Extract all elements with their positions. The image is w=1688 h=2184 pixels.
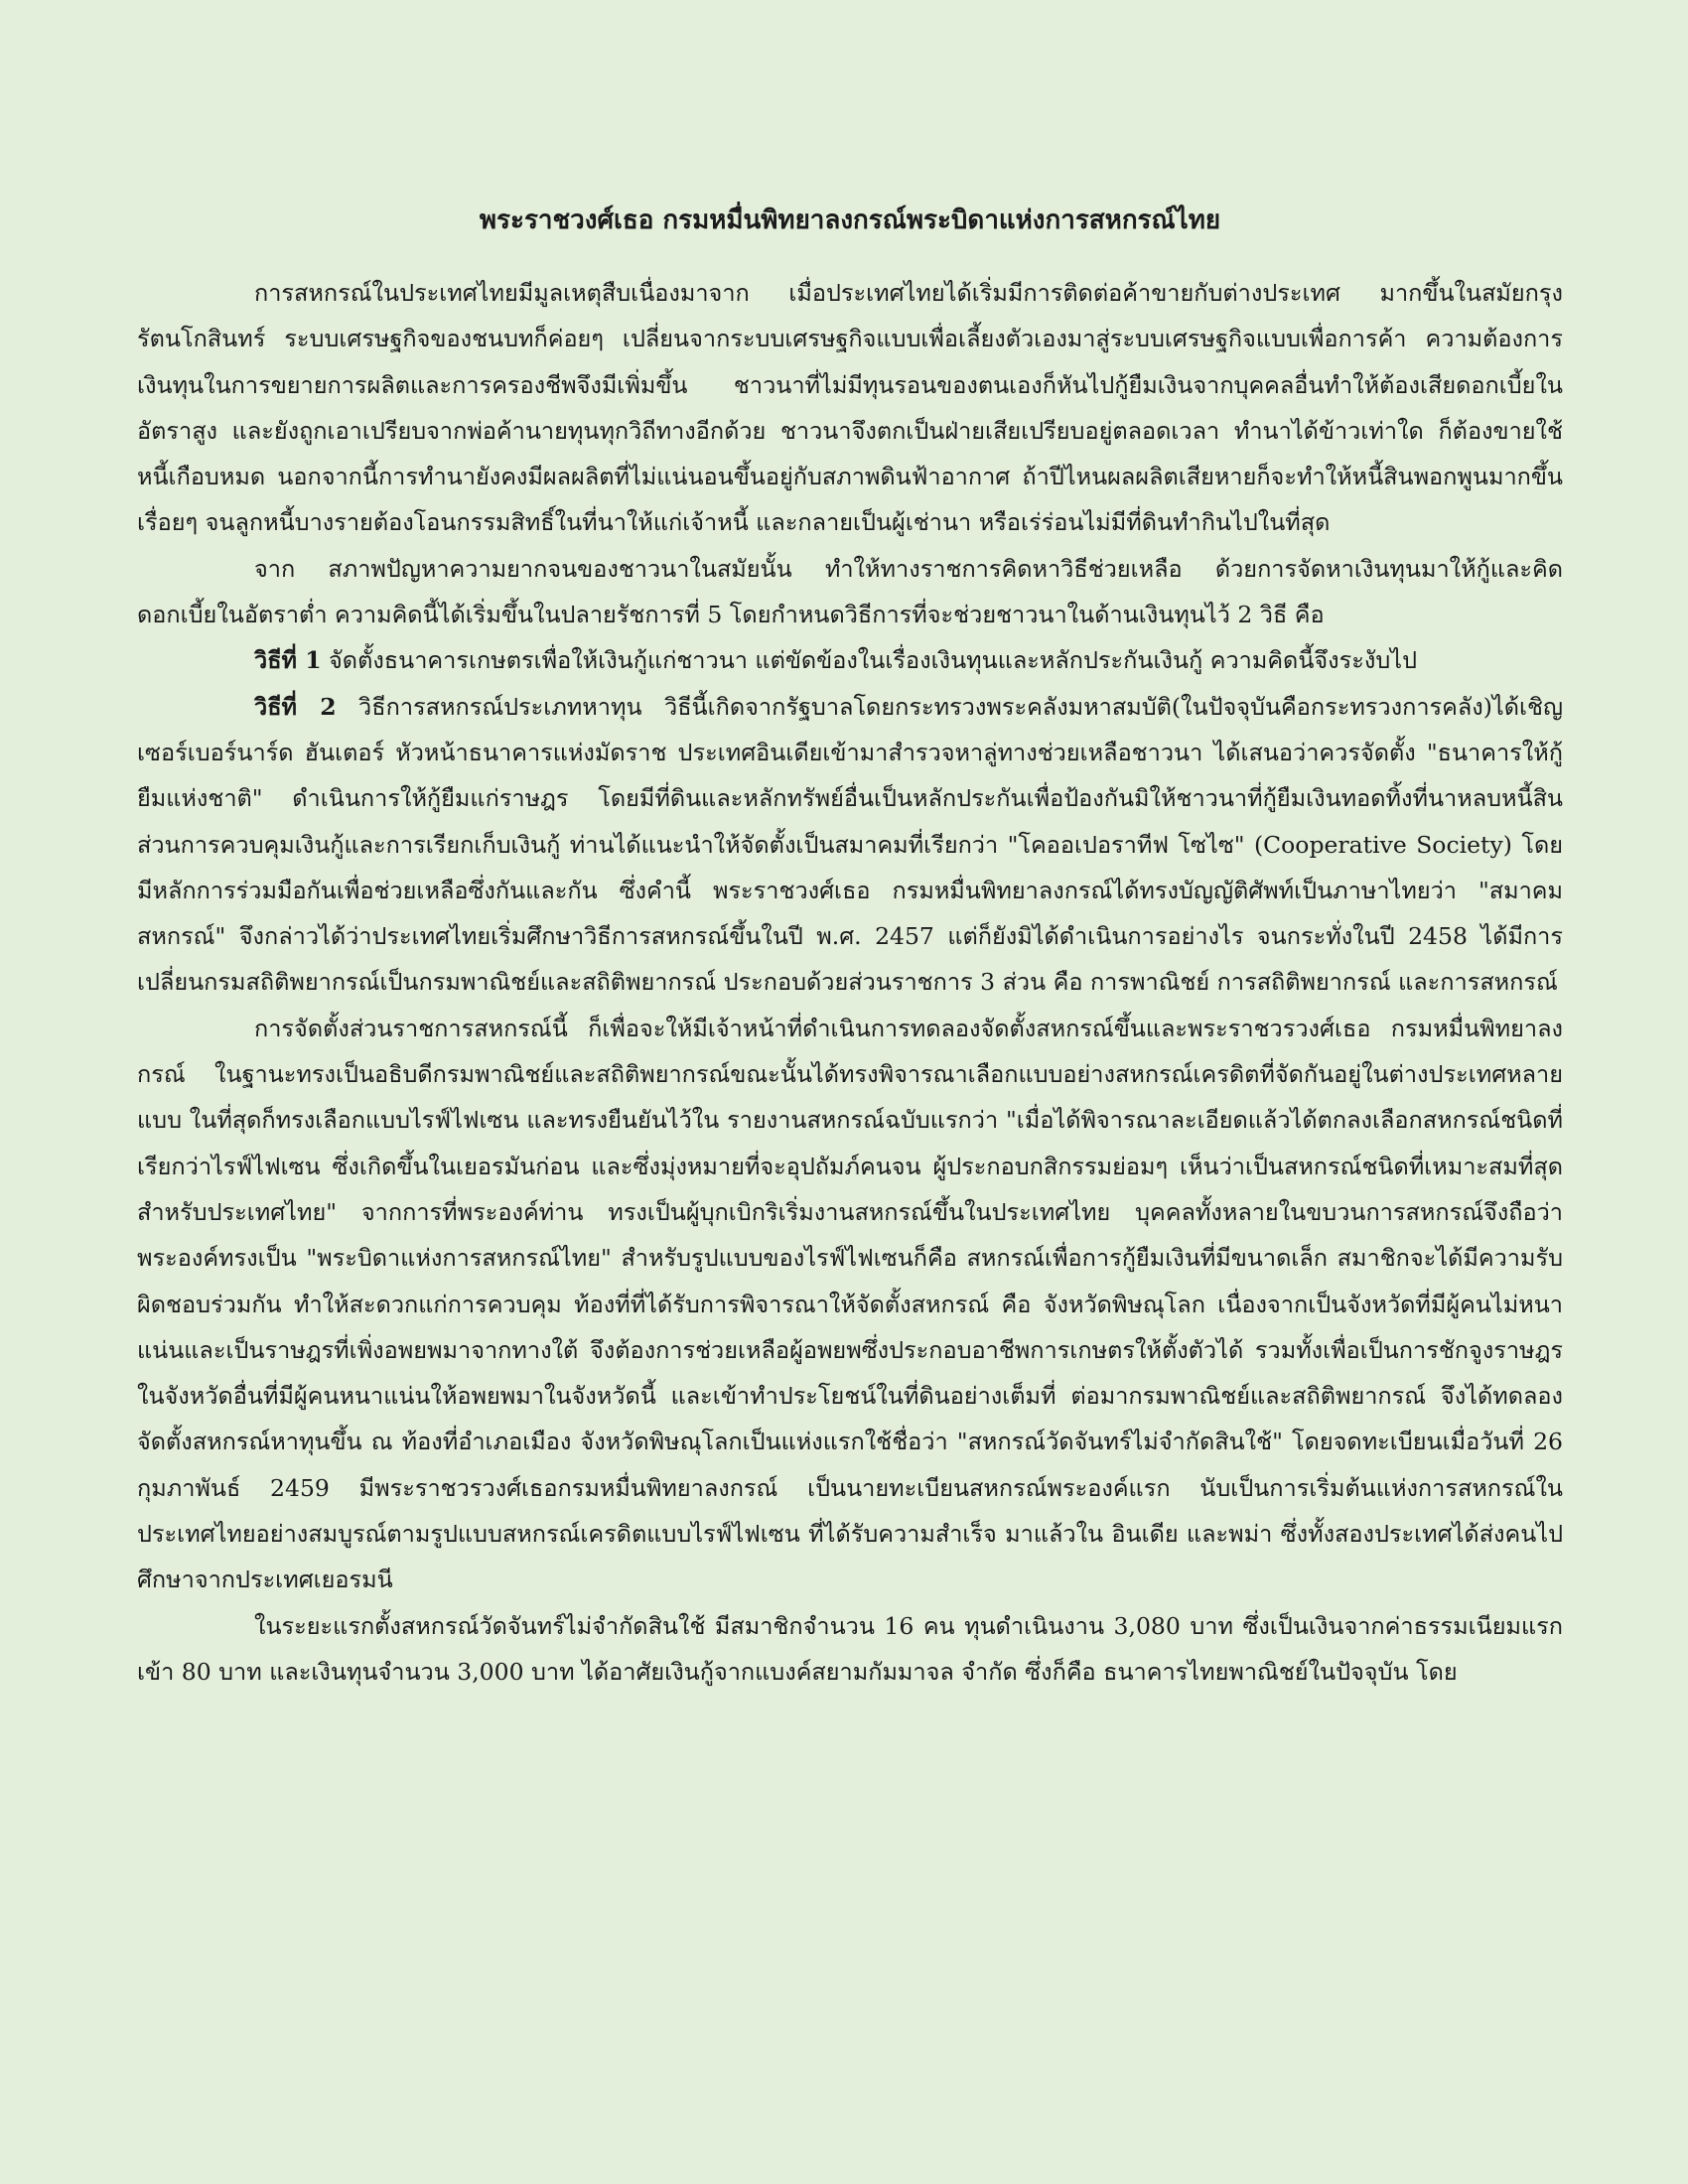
paragraph-origin (137, 270, 1563, 546)
document-page (137, 199, 1563, 2144)
method-1-label: วิธีที่ 1 (254, 646, 322, 675)
method-2-label: วิธีที่ 2 (254, 692, 337, 721)
paragraph-text: ในระยะแรกตั้งสหกรณ์วัดจันทร์ไม่จำกัดสินใช้ มีสมาชิกจำนวน 16 คน ทุนดำเนินงาน 3,080 บาท ซึ่งเป็นเงินจากค่าธรรมเนียมแรกเข้า 80 บาท และเงินทุนจำนวน 3,000 บาท ได้อาศัยเงินกู้จากแบงค์สยามกัมมาจล จำกัด ซึ่งก็คือ ธนาคารไทยพาณิชย์ในปัจจุบัน โดย (137, 1611, 1563, 1686)
paragraph-text: วิธีการสหกรณ์ประเภทหาทุน วิธีนี้เกิดจากรัฐบาลโดยกระทรวงพระคลังมหาสมบัติ(ในปัจจุบันคือกระทรวงการคลัง)ได้เชิญเซอร์เบอร์นาร์ด ฮันเตอร์ หัวหน้าธนาคารแห่งมัดราช ประเทศอินเดียเข้ามาสำรวจหาลู่ทางช่วยเหลือชาวนา ได้เสนอว่าควรจัดตั้ง "ธนาคารให้กู้ยืมแห่งชาติ" ดำเนินการให้กู้ยืมแก่ราษฎร โดยมีที่ดินและหลักทรัพย์อื่นเป็นหลักประกันเพื่อป้องกันมิให้ชาวนาที่กู้ยืมเงินทอดทิ้งที่นาหลบหนี้สิน ส่วนการควบคุมเงินกู้และการเรียกเก็บเงินกู้ ท่านได้แนะนำให้จัดตั้งเป็นสมาคมที่เรียกว่า "โคออเปอราทีฟ โซไซ" (Cooperative Society) โดยมีหลักการร่วมมือกันเพื่อช่วยเหลือซึ่งกันและกัน ซึ่งคำนี้ พระราชวงศ์เธอ กรมหมื่นพิทยาลงกรณ์ได้ทรงบัญญัติศัพท์เป็นภาษาไทยว่า "สมาคมสหกรณ์" จึงกล่าวได้ว่าประเทศไทยเริ่มศึกษาวิธีการสหกรณ์ขึ้นในปี พ.ศ. 2457 แต่ก็ยังมิได้ดำเนินการอย่างไร จนกระทั่งในปี 2458 ได้มีการเปลี่ยนกรมสถิติพยากรณ์เป็นกรมพาณิชย์และสถิติพยากรณ์ ประกอบด้วยส่วนราชการ 3 ส่วน คือ การพาณิชย์ การสถิติพยากรณ์ และการสหกรณ์ (137, 692, 1563, 997)
paragraph-problem (137, 546, 1563, 638)
paragraph-text: จาก สภาพปัญหาความยากจนของชาวนาในสมัยนั้น ทำให้ทางราชการคิดหาวิธีช่วยเหลือ ด้วยการจัดหาเงินทุนมาให้กู้และคิดดอกเบี้ยในอัตราต่ำ ความคิดนี้ได้เริ่มขึ้นในปลายรัชการที่ 5 โดยกำหนดวิธีการที่จะช่วยชาวนาในด้านเงินทุนไว้ 2 วิธี คือ (137, 554, 1563, 629)
paragraph-text: จัดตั้งธนาคารเกษตรเพื่อให้เงินกู้แก่ชาวนา แต่ขัดข้องในเรื่องเงินทุนและหลักประกันเงินกู้ ความคิดนี้จึงระงับไป (321, 646, 1417, 675)
paragraph-text: การจัดตั้งส่วนราชการสหกรณ์นี้ ก็เพื่อจะให้มีเจ้าหน้าที่ดำเนินการทดลองจัดตั้งสหกรณ์ขึ้นและพระราชวรวงศ์เธอ กรมหมื่นพิทยาลงกรณ์ ในฐานะทรงเป็นอธิบดีกรมพาณิชย์และสถิติพยากรณ์ขณะนั้นได้ทรงพิจารณาเลือกแบบอย่างสหกรณ์เครดิตที่จัดกันอยู่ในต่างประเทศหลายแบบ ในที่สุดก็ทรงเลือกแบบไรฟ์ไฟเซน และทรงยืนยันไว้ใน รายงานสหกรณ์ฉบับแรกว่า "เมื่อได้พิจารณาละเอียดแล้วได้ตกลงเลือกสหกรณ์ชนิดที่เรียกว่าไรฟ์ไฟเซน ซึ่งเกิดขึ้นในเยอรมันก่อน และซึ่งมุ่งหมายที่จะอุปถัมภ์คนจน ผู้ประกอบกสิกรรมย่อมๆ เห็นว่าเป็นสหกรณ์ชนิดที่เหมาะสมที่สุดสำหรับประเทศไทย" จากการที่พระองค์ท่าน ทรงเป็นผู้บุกเบิกริเริ่มงานสหกรณ์ขึ้นในประเทศไทย บุคคลทั้งหลายในขบวนการสหกรณ์จึงถือว่าพระองค์ทรงเป็น "พระบิดาแห่งการสหกรณ์ไทย" สำหรับรูปแบบของไรฟ์ไฟเซนก็คือ สหกรณ์เพื่อการกู้ยืมเงินที่มีขนาดเล็ก สมาชิกจะได้มีความรับผิดชอบร่วมกัน ทำให้สะดวกแก่การควบคุม ท้องที่ที่ได้รับการพิจารณาให้จัดตั้งสหกรณ์ คือ จังหวัดพิษณุโลก เนื่องจากเป็นจังหวัดที่มีผู้คนไม่หนาแน่นและเป็นราษฎรที่เพิ่งอพยพมาจากทางใต้ จึงต้องการช่วยเหลือผู้อพยพซึ่งประกอบอาชีพการเกษตรให้ตั้งตัวได้ รวมทั้งเพื่อเป็นการชักจูงราษฎรในจังหวัดอื่นที่มีผู้คนหนาแน่นให้อพยพมาในจังหวัดนี้ และเข้าทำประโยชน์ในที่ดินอย่างเต็มที่ ต่อมากรมพาณิชย์และสถิติพยากรณ์ จึงได้ทดลองจัดตั้งสหกรณ์หาทุนขึ้น ณ ท้องที่อำเภอเมือง จังหวัดพิษณุโลกเป็นแห่งแรกใช้ชื่อว่า "สหกรณ์วัดจันทร์ไม่จำกัดสินใช้" โดยจดทะเบียนเมื่อวันที่ 26 กุมภาพันธ์ 2459 มีพระราชวรวงศ์เธอกรมหมื่นพิทยาลงกรณ์ เป็นนายทะเบียนสหกรณ์พระองค์แรก นับเป็นการเริ่มต้นแห่งการสหกรณ์ในประเทศไทยอย่างสมบูรณ์ตามรูปแบบสหกรณ์เครดิตแบบไรฟ์ไฟเซน ที่ได้รับความสำเร็จ มาแล้วใน อินเดีย และพม่า ซึ่งทั้งสองประเทศได้ส่งคนไปศึกษาจากประเทศเยอรมนี (137, 1014, 1563, 1594)
paragraph-method-1 (137, 637, 1563, 683)
paragraph-text: การสหกรณ์ในประเทศไทยมีมูลเหตุสืบเนื่องมาจาก เมื่อประเทศไทยได้เริ่มมีการติดต่อค้าขายกับต่างประเทศ มากขึ้นในสมัยกรุงรัตนโกสินทร์ ระบบเศรษฐกิจของชนบทก็ค่อยๆ เปลี่ยนจากระบบเศรษฐกิจแบบเพื่อเลี้ยงตัวเองมาสู่ระบบเศรษฐกิจแบบเพื่อการค้า ความต้องการเงินทุนในการขยายการผลิตและการครองชีพจึงมีเพิ่มขึ้น ชาวนาที่ไม่มีทุนรอนของตนเองก็หันไปกู้ยืมเงินจากบุคคลอื่นทำให้ต้องเสียดอกเบี้ยในอัตราสูง และยังถูกเอาเปรียบจากพ่อค้านายทุนทุกวิถีทางอีกด้วย ชาวนาจึงตกเป็นฝ่ายเสียเปรียบอยู่ตลอดเวลา ทำนาได้ข้าวเท่าใด ก็ต้องขายใช้หนี้เกือบหมด นอกจากนี้การทำนายังคงมีผลผลิตที่ไม่แน่นอนขึ้นอยู่กับสภาพดินฟ้าอากาศ ถ้าปีไหนผลผลิตเสียหายก็จะทำให้หนี้สินพอกพูนมากขึ้นเรื่อยๆ จนลูกหนี้บางรายต้องโอนกรรมสิทธิ์ในที่นาให้แก่เจ้าหนี้ และกลายเป็นผู้เช่านา หรือเร่ร่อนไม่มีที่ดินทำกินไปในที่สุด (137, 279, 1563, 537)
document-body (137, 270, 1563, 1695)
paragraph-method-2 (137, 684, 1563, 1006)
paragraph-establishment (137, 1006, 1563, 1603)
document-title: พระราชวงศ์เธอ กรมหมื่นพิทยาลงกรณ์พระบิดาแห่งการสหกรณ์ไทย (479, 205, 1221, 235)
paragraph-early-period (137, 1603, 1563, 1696)
